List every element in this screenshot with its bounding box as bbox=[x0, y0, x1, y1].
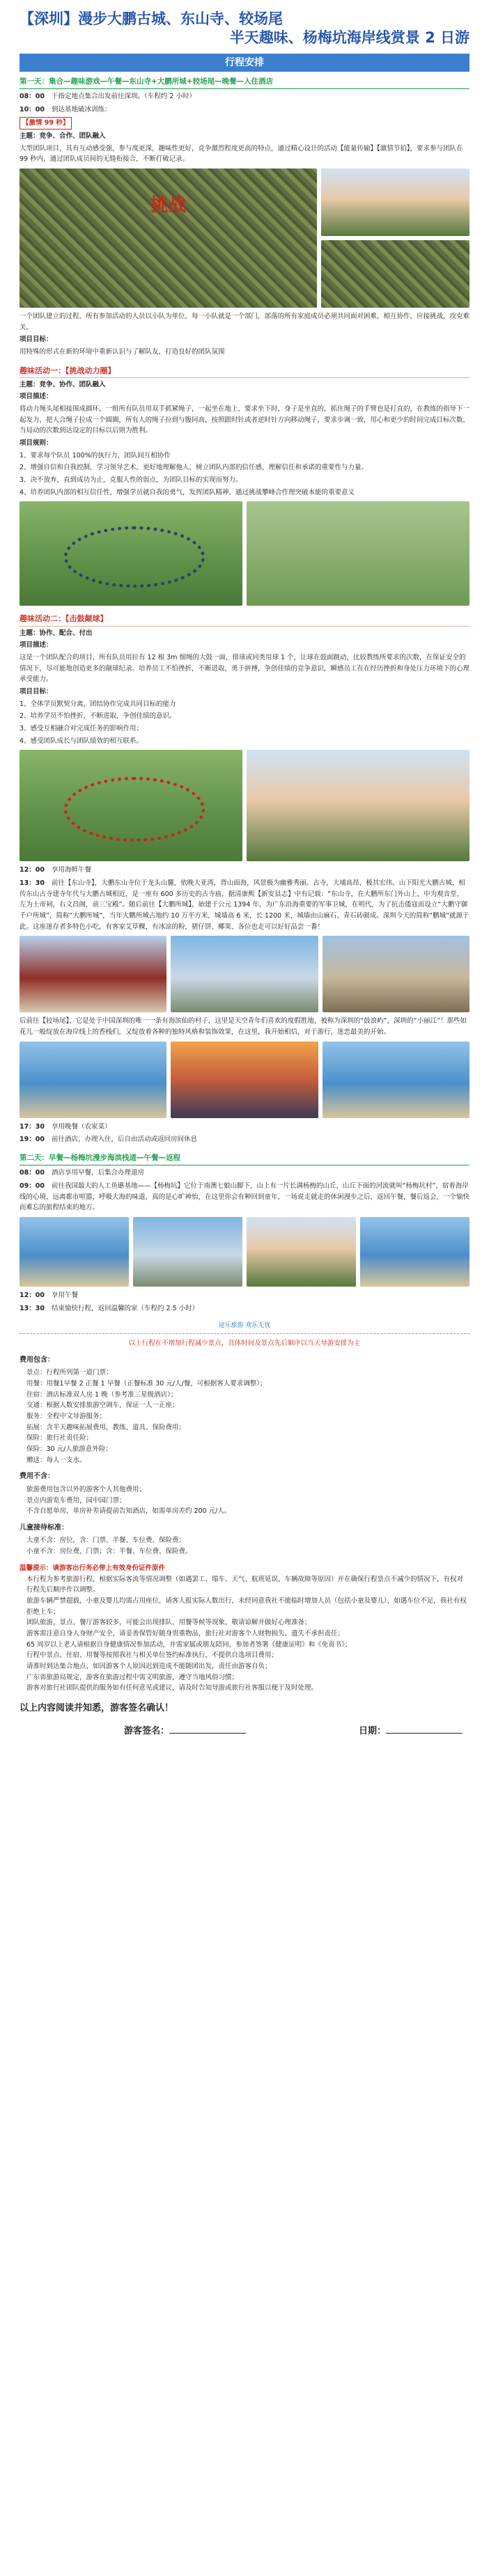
signature-row bbox=[20, 1724, 469, 1738]
warning-7: 请准时到达集合地点，如因游客个人原因迟到造成不能随团出发，责任由游客自负； bbox=[26, 1662, 272, 1670]
page-title-line2: 半天趣味、杨梅坑海岸线赏景 2 日游 bbox=[229, 29, 469, 47]
fee-include-3: 住宿：酒店标准双人房 1 晚（参考准三星级酒店）； bbox=[26, 1390, 178, 1399]
photo-team-group bbox=[321, 240, 469, 308]
photo-jiaochang-sunset bbox=[171, 1042, 318, 1118]
challenge-rule-1: 1、要求每个队员 100%的执行力，团队间互相协作 bbox=[20, 451, 171, 460]
photo-dapeng-gate bbox=[171, 936, 318, 1012]
project-goal-text: 用特殊的形式在新的环境中重新认识与了解队友，打造良好的团队氛围 bbox=[20, 347, 225, 356]
warning-6: 行程中景点、住宿、用餐等按照我社与相关单位签约标准执行，不提供自选项目费用； bbox=[26, 1651, 279, 1660]
day2-title: 第二天：早餐—杨梅坑漫步海滨栈道—午餐—返程 bbox=[20, 1152, 469, 1165]
photo-challenge-hands bbox=[247, 501, 469, 606]
fee-include-7: 保险：旅行社责任险； bbox=[26, 1434, 93, 1443]
warning-9: 游客对旅行社团队提供的服务如有任何意见或建议，请及时告知导游或旅行社客服以便于及时处理。 bbox=[26, 1684, 318, 1693]
challenge-rule-4: 4、培养团队内部的相互信任性，增强学员就自我的勇气，发挥团队精神，通过挑战攀峰合作理突破本能的重要意义 bbox=[20, 488, 355, 496]
activity-title-99: 【激情 99 秒】 bbox=[20, 117, 72, 129]
photo-yangmei-beach bbox=[20, 1217, 129, 1287]
photo-dapeng-town bbox=[323, 936, 469, 1012]
fee-include-label: 费用包含： bbox=[20, 1356, 54, 1364]
photo-row-5 bbox=[20, 1042, 469, 1118]
day1-time-1900: 19：00 前往酒店，办理入住，后自由活动或返回房间休息 bbox=[20, 1136, 198, 1144]
day2-time-0800: 08：00 酒店享用早餐，后集合办理退房 bbox=[20, 1169, 145, 1177]
page-title-line1: 【深圳】漫步大鹏古城、东山寺、较场尾 bbox=[20, 10, 283, 27]
day1-time-1200: 12：00 享用海鲜午餐 bbox=[20, 866, 92, 874]
challenge-theme: 主题：竞争、协作、团队融入 bbox=[20, 380, 106, 388]
photo-drum-group bbox=[247, 750, 469, 861]
challenge-title: 趣味活动一：【挑战动力圈】 bbox=[20, 365, 469, 378]
slogan: 途乐旅游 欢乐无忧 bbox=[218, 1322, 271, 1330]
challenge-desc-label: 项目描述： bbox=[20, 393, 53, 401]
fee-include-5: 服务：全程中文导游服务； bbox=[26, 1413, 107, 1421]
day1-time-1000: 10：00 到达基地破冰训练： bbox=[20, 105, 111, 113]
photo-dongshan-temple bbox=[20, 936, 166, 1012]
warning-4: 游客需注意自身人身财产安全，请妥善保管好随身贵重物品，旅行社对游客个人财物损失、遗失不承担责任； bbox=[26, 1629, 345, 1638]
warning-5: 65 周岁以上老人请根据自身健康情况参加活动，并需家属或朋友陪同，参加者签署《健康证明》和《免责书》； bbox=[26, 1640, 352, 1649]
challenge-desc: 将动力绳头尾相接围成圆环，一组所有队员用双手抓紧绳子，一起坐在地上，要求坐下时，身子是坐直的，抓住绳子的手臂也是打直的，在教练的指导下一起发力，把人合绳子拉成一个圆圈，所有人的绳子拉到与腹同高，按照跟时针或者逆时针方向移动绳子，要求步调一致，用心和更少的时间完成目标次数，当局动的次数到达设定的目标以后则为胜利。 bbox=[20, 405, 470, 435]
photo-team-cheer bbox=[321, 168, 469, 236]
child-2: 小童不含：房位费、门票；含：半餐、车位费、保险费。 bbox=[26, 1548, 192, 1556]
fee-include-4: 交通：根据人数安排旅游空调车，保证一人一正座； bbox=[26, 1401, 179, 1410]
slogan-note: 以上行程在不增加行程减少景点，具体时间及景点先后顺序以当天导游安排为主 bbox=[128, 1340, 361, 1348]
fee-include-9: 赠送：每人一支水。 bbox=[26, 1456, 86, 1464]
warning-3: 团队旅游，景点、餐厅游客较多，可能会出现排队、用餐等候等现象，敬请谅解并做好心理准备； bbox=[26, 1619, 311, 1627]
fee-section bbox=[20, 1355, 469, 1557]
day2-time-0900: 09：00 前往我国最大的人工鱼礁基地——【杨梅坑】它位于南澳七娘山脚下，山上有一片长满杨梅的山丘，山丘下面的河流就叫“杨梅坑村”，宿着海岸线的心境，远离都市喧嚣，呼吸大海的味道，真的是心旷神怡，在这里你会有种回到童年，一场说走就走的休闲漫步之后，返回午餐，餐后返会，一个愉快而难忘的旅程结束的地方。 bbox=[20, 1182, 470, 1212]
fee-include-2: 用餐：用餐1早餐 2 正餐 1 早餐（正餐标准 30 元/人/餐，可根据客人要求调整）； bbox=[26, 1380, 267, 1388]
photo-yangmei-rocks bbox=[360, 1217, 469, 1287]
photo-jiaochang-boats bbox=[20, 1042, 166, 1118]
fee-exclude-2: 景点内游览车费用，园中园门票； bbox=[26, 1496, 126, 1505]
photo-drum-circle bbox=[20, 750, 242, 861]
jiaochang-desc: 后前往【较场尾】，它是处于中国深圳的唯一一条有海滨仙的村子，这里是天空青年们喜欢的度假胜地，被称为深圳的“鼓浪屿”，深圳的“小丽江”！那些如花儿一般绽放在海岸线上的香栈们，又绽放着各种的独特风格和装饰效果，在这里，我开始相信，对于游行，迷恋最美的开始。 bbox=[20, 1017, 467, 1037]
drum-goal-4: 4、感受团队成长与团队绩效的相互联系。 bbox=[20, 737, 143, 745]
photo-row-3 bbox=[20, 750, 469, 861]
drum-goal-3: 3、感受互相融合对完成任务的影响作用； bbox=[20, 725, 143, 732]
project-goal-label: 项目目标： bbox=[20, 336, 53, 344]
drum-title: 趣味活动二：【击鼓颠球】 bbox=[20, 613, 469, 626]
photo-row-1 bbox=[20, 168, 469, 308]
fee-exclude-label: 费用不含： bbox=[20, 1472, 54, 1481]
drum-goal-1: 1、全体学员默契分离，团结协作完成共同目标的能力 bbox=[20, 700, 176, 708]
photo-jiaochang-bay bbox=[323, 1042, 469, 1118]
activity-intro: 大型团队项目，具有互动感受强，参与度更深，趣味性更好，竞争激烈程度更高的特点，通过精心设计的活动【能量传输】【激情节拍】，要求参与团队在 99 秒内，通过团队成员间的无缝衔接合，不断打破记录。 bbox=[20, 144, 463, 164]
challenge-rule-3: 3、决不放弃，直到成功为止，克服人性的弱点，为团队目标的实现而努力。 bbox=[20, 476, 242, 485]
warning-8: 广东省旅游局规定，游客在旅游过程中需文明旅游，遵守当地风俗习惯； bbox=[26, 1673, 239, 1681]
fee-include-1: 景点：行程所列第一道门票； bbox=[26, 1369, 113, 1377]
confirm-text: 以上内容阅读并知悉，游客签名确认！ bbox=[20, 1702, 174, 1713]
fee-exclude-3: 不含自愿单房，单房补差请提前告知酒店，如需单房差约 200 元/人。 bbox=[26, 1507, 231, 1516]
warning-title: 温馨提示：请游客出行务必带上有效身份证件原件 bbox=[20, 1564, 166, 1572]
schedule-banner: 行程安排 bbox=[20, 54, 469, 72]
warning-1: 本行程为参考旅游行程，根据实际客流等情况调整（如遇罢工、塌车、天气、航班延误、车辆故障等原因）并在确保行程景点不减少的情况下，有权对行程先后顺序作以调整。 bbox=[26, 1575, 464, 1594]
warning-section bbox=[20, 1574, 469, 1694]
challenge-rules-label: 项目规则： bbox=[20, 439, 53, 448]
activity-theme: 主题：竞争、合作、团队融入 bbox=[20, 132, 106, 140]
drum-goal-2: 2、培养学员不怕挫折，不断进取，争创佳绩的意识。 bbox=[20, 712, 176, 721]
day1-time-1330: 13：30 前往【东山寺】，大鹏东山寺位于龙头山麓，依晚大亚湾，背山面海，风景极为幽雅秀丽。古寺，大埔高昂，极其宏伟。山下阳光大鹏古城，相传东山古寺建寺年代与大鹏古城相近，是一座有 600 多历史的古寺庙，据清康熙【新安县志】中有记载：“东山寺，在大鹏所东门外山上，中为观音堂，左为土帝祠，右文昌阁，前三宝殿”。随后前往【大鹏所城】，始建于公元 1394 年，为广东沿海重要的军事卫城，在明代，为了抗击倭寇而设立“大鹏守御千户所城”，简称“大鹏所城”，当年大鹏所城占地约 10 万平方米，城墙高 6 米，长 1200 米，城墙由山麻石、青石砖砌成。深圳今天的简称“鹏城”就源于此。这座迷存者多特色小吃，有客家艾草粿，有冰凉的粉，猪仔饼、椰果、各位也走可以好好品尝一番！ bbox=[20, 879, 469, 931]
drum-desc-label: 项目描述： bbox=[20, 641, 53, 650]
fee-exclude-1: 旅游费用包含以外的游客个人其他费用； bbox=[26, 1485, 146, 1493]
fee-include-8: 保险：30 元/人旅游意外险； bbox=[26, 1445, 112, 1454]
day2-time-1200: 12：00 享用午餐 bbox=[20, 1291, 79, 1300]
photo-team-drill: 挑战 bbox=[20, 168, 317, 308]
warning-2: 旅游车辆严禁超载，小童及婴儿均需占用座位，请客人报实际人数出行，未经同意我社不能临时增加人员（包括小童及婴儿），如遇车位不足，我社有权拒绝上车； bbox=[26, 1596, 467, 1616]
photo-row-6 bbox=[20, 1217, 469, 1287]
day2-time-1330: 13：30 结束愉快行程，返回温馨的家（车程约 2.5 小时） bbox=[20, 1304, 199, 1312]
fee-include-6: 拓展：含半天趣味拓展费用，教练、道具、保险费用； bbox=[26, 1423, 186, 1431]
photo-challenge-circle bbox=[20, 501, 242, 606]
photo-row-4 bbox=[20, 936, 469, 1012]
day1-time-0800: 08：00 于指定地点集合出发前往深圳。（车程约 2 小时） bbox=[20, 92, 196, 100]
date-field[interactable]: 日期： bbox=[359, 1724, 463, 1738]
drum-desc: 这是一个团队配合的项目，所有队员用拉有 12 根 3m 细绳的大鼓一面，排球或同类用球 1 个，让球在鼓面跳动，比较教练所要求的次数，在保证安全的情况下，尽可能地创造更多的颠球纪录。培养员工不怕挫折，不断进取，勇于拼搏，争创佳绩的竞争意识，瞬感员工在在经历挫折和身处压力环境下的心理承受能力。 bbox=[20, 653, 470, 684]
challenge-rule-2: 2、增强自信和自我控制，学习领导艺术，更好地理解他人，树立团队内部的信任感，理解信任和承诺的重要性与力量。 bbox=[20, 464, 368, 472]
drum-goal-label: 项目目标： bbox=[20, 687, 53, 696]
day1-time-1730: 17：30 享用晚餐（农家菜） bbox=[20, 1122, 111, 1131]
photo-yangmei-coast bbox=[133, 1217, 242, 1287]
guest-signature-field[interactable]: 游客签名： bbox=[124, 1724, 246, 1738]
divider bbox=[20, 1333, 469, 1334]
drum-theme: 主题：协作、配合、付出 bbox=[20, 629, 93, 637]
child-1: 大童不含：房位，含：门票、半餐、车位费、保险费； bbox=[26, 1537, 186, 1545]
activity-summary: 一个团队建立的过程，所有参加活动的人员以小队为单位，每一小队就是一个部门，部落的所有家庭成员必须共同面对困难，相互协作，应接挑战，攻克难关。 bbox=[20, 312, 470, 331]
day1-title: 第一天：集合—趣味游戏—午餐—东山寺+大鹏所城+较场尾—晚餐—入住酒店 bbox=[20, 76, 469, 89]
photo-yangmei-jump bbox=[247, 1217, 356, 1287]
child-label: 儿童接待标准： bbox=[20, 1523, 68, 1532]
photo-row-2 bbox=[20, 501, 469, 606]
